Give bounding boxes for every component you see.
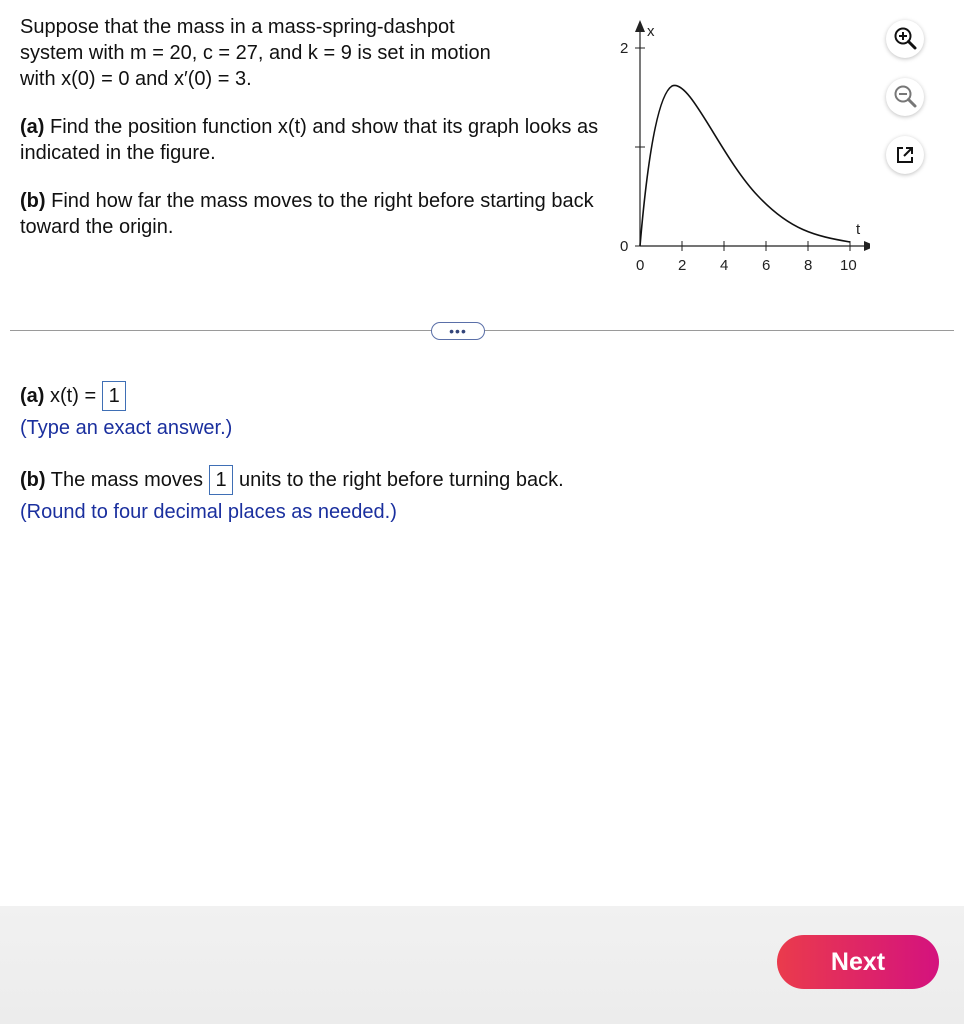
position-graph: [610, 16, 870, 276]
y-tick-label-2: 2: [620, 40, 629, 57]
answer-b-label: (b): [20, 469, 46, 491]
answer-b-input[interactable]: 1: [209, 465, 233, 495]
zoom-in-button[interactable]: [886, 20, 924, 58]
problem-intro: Suppose that the mass in a mass-spring-dashpot system with m = 20, c = 27, and k = 9 is set in motion with x(0) = 0 and x′(0) = 3.: [20, 16, 491, 90]
x-axis-label: t: [856, 221, 861, 238]
answer-a-label: (a): [20, 385, 45, 407]
part-a-text: Find the position function x(t) and show that its graph looks as indicated in the figure.: [20, 116, 599, 164]
zoom-in-icon: [892, 26, 918, 52]
part-b-text: Find how far the mass moves to the right before starting back toward the origin.: [20, 190, 594, 238]
x-tick-label-8: 8: [804, 257, 813, 274]
x-tick-label-0: 0: [636, 257, 645, 274]
problem-statement: [20, 14, 600, 262]
answer-b-prefix: The mass moves: [45, 469, 204, 491]
part-b-question: [20, 188, 600, 240]
answer-b-suffix: units to the right before turning back.: [239, 469, 564, 491]
x-axis-arrow: [864, 241, 870, 251]
x-tick-label-6: 6: [762, 257, 771, 274]
position-curve: [640, 85, 850, 246]
more-options-button[interactable]: •••: [431, 322, 485, 340]
answer-a-input[interactable]: 1: [102, 381, 126, 411]
answer-section: [20, 380, 720, 528]
x-tick-label-10: 10: [840, 257, 857, 274]
zoom-out-icon: [892, 84, 918, 110]
next-button[interactable]: Next: [777, 935, 939, 989]
y-axis-arrow: [635, 20, 645, 32]
popout-icon: [894, 144, 916, 166]
popout-button[interactable]: [886, 136, 924, 174]
zoom-out-button[interactable]: [886, 78, 924, 116]
x-tick-label-2: 2: [678, 257, 687, 274]
part-a-label: (a): [20, 116, 45, 138]
answer-b-line: [20, 464, 720, 496]
position-graph-figure: [610, 16, 870, 276]
part-a-question: [20, 114, 600, 166]
y-axis-label: x: [647, 23, 655, 40]
x-tick-label-4: 4: [720, 257, 729, 274]
answer-a-hint: (Type an exact answer.): [20, 417, 233, 439]
figure-tools: [886, 20, 926, 194]
y-tick-label-0: 0: [620, 238, 629, 255]
answer-a-line: [20, 380, 720, 412]
part-b-label: (b): [20, 190, 46, 212]
answer-b-hint: (Round to four decimal places as needed.): [20, 501, 397, 523]
answer-a-prefix: x(t) =: [44, 385, 97, 407]
